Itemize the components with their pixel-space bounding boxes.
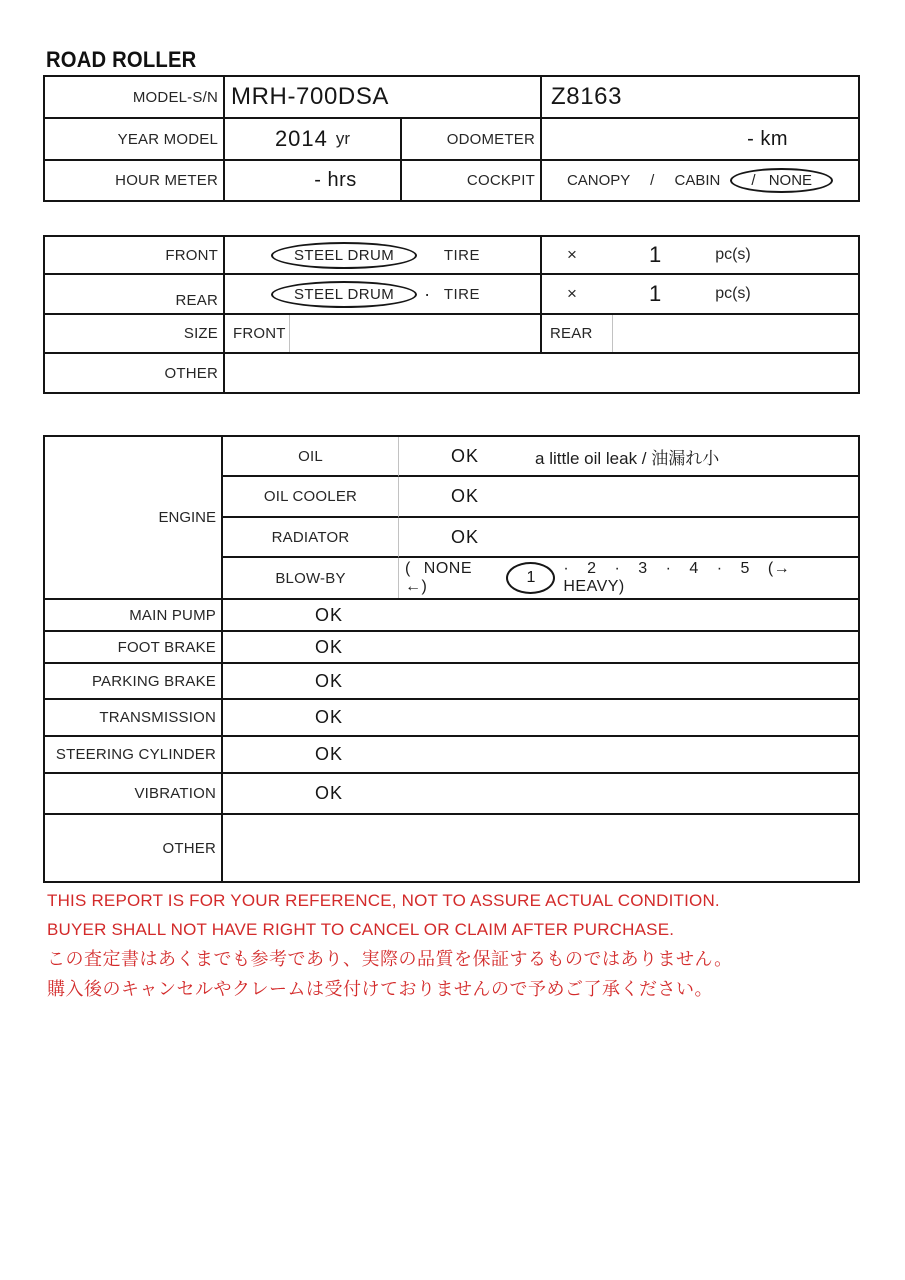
size-front-value	[289, 315, 540, 352]
hour-meter-value: - hrs	[223, 161, 400, 200]
qty-unit: pc(s)	[715, 285, 751, 302]
steering-cylinder-value: OK	[315, 744, 344, 764]
year-model-label: YEAR MODEL	[117, 130, 218, 148]
engine-oil-cooler-value-cell	[398, 477, 858, 518]
table-row	[45, 313, 858, 352]
cockpit-options: CANOPY / CABIN	[566, 172, 721, 189]
engine-oil-cooler-value: OK	[451, 486, 480, 506]
qty-unit: pc(s)	[715, 246, 751, 263]
table-row	[45, 352, 858, 392]
table-row	[45, 237, 858, 273]
main-pump-value: OK	[315, 604, 344, 625]
drum-other-value	[223, 354, 858, 392]
condition-other-value	[223, 815, 858, 881]
rear-label: REAR	[175, 292, 218, 309]
front-qty-value: 1	[648, 242, 662, 267]
engine-radiator-value-cell	[398, 518, 858, 558]
condition-other-label: OTHER	[45, 815, 223, 881]
engine-radiator-value: OK	[451, 526, 480, 547]
drum-table	[43, 235, 860, 394]
engine-oil-value: OK	[451, 445, 480, 466]
parking-brake-label: PARKING BRAKE	[45, 664, 223, 698]
model-sn-label: MODEL-S/N	[132, 88, 218, 106]
table-row	[45, 273, 858, 313]
engine-radiator-label: RADIATOR	[223, 518, 398, 558]
table-row	[45, 117, 858, 159]
table-row	[45, 772, 858, 813]
rear-stray-mark: ·	[424, 283, 431, 304]
year-model-value	[223, 119, 400, 159]
blowby-value-cell	[398, 558, 858, 598]
table-row	[45, 598, 858, 630]
engine-oil-note: a little oil leak / 油漏れ小	[535, 448, 720, 468]
rear-qty-cell	[540, 275, 858, 313]
hour-meter-label: HOUR METER	[115, 172, 218, 189]
foot-brake-label: FOOT BRAKE	[45, 632, 223, 662]
rear-qty-value: 1	[648, 281, 662, 306]
blowby-scale-suffix: · 2 · 3 · 4 · 5 (→ HEAVY)	[563, 560, 791, 595]
front-qty-cell	[540, 237, 858, 273]
foot-brake-value: OK	[315, 636, 344, 657]
disclaimer-block	[47, 886, 733, 1004]
engine-section	[45, 437, 858, 598]
table-row	[45, 77, 858, 117]
identity-table	[43, 75, 860, 202]
front-type-cell	[223, 237, 540, 273]
table-row	[45, 813, 858, 881]
vibration-value: OK	[315, 783, 344, 803]
parking-brake-value: OK	[315, 670, 344, 691]
front-tire-label: TIRE	[443, 246, 480, 264]
size-rear-value	[612, 315, 858, 352]
cockpit-value	[540, 161, 858, 200]
rear-tire-label: TIRE	[443, 285, 480, 303]
blowby-scale-prefix: ( NONE ←)	[405, 560, 472, 595]
year-unit: yr	[335, 129, 351, 148]
transmission-label: TRANSMISSION	[45, 700, 223, 735]
model-value: MRH-700DSA	[223, 77, 540, 117]
size-front-label: FRONT	[223, 315, 289, 352]
rear-type-cell	[223, 275, 540, 313]
table-row	[45, 698, 858, 735]
vibration-label: VIBRATION	[45, 774, 223, 813]
table-row	[45, 662, 858, 698]
disclaimer-line-en-2: BUYER SHALL NOT HAVE RIGHT TO CANCEL OR CLAIM AFTER PURCHASE.	[47, 920, 675, 939]
transmission-value: OK	[315, 707, 344, 727]
cockpit-selected-circle: / NONE	[730, 168, 833, 193]
table-row	[45, 630, 858, 662]
table-row	[45, 159, 858, 200]
engine-oil-label: OIL	[223, 437, 398, 477]
front-label: FRONT	[165, 246, 218, 264]
main-pump-label: MAIN PUMP	[45, 600, 223, 630]
size-rear-label: REAR	[540, 315, 612, 352]
disclaimer-line-jp-1: この査定書はあくまでも参考であり、実際の品質を保証するものではありません。	[47, 949, 733, 969]
times-sign: ×	[567, 245, 577, 264]
engine-label: ENGINE	[45, 437, 223, 598]
condition-table	[43, 435, 860, 883]
front-type-circle: STEEL DRUM	[271, 242, 417, 269]
disclaimer-line-jp-2: 購入後のキャンセルやクレームは受付けておりませんので予めご了承ください。	[47, 979, 713, 999]
size-label: SIZE	[183, 325, 218, 342]
odometer-value: - km	[540, 119, 858, 159]
steering-cylinder-label: STEERING CYLINDER	[45, 737, 223, 772]
year-value: 2014	[274, 126, 328, 151]
engine-oil-value-cell	[398, 437, 858, 477]
drum-other-label: OTHER	[164, 364, 218, 382]
rear-type-circle: STEEL DRUM	[271, 281, 417, 308]
odometer-label: ODOMETER	[400, 119, 540, 159]
page-title: ROAD ROLLER	[46, 47, 197, 72]
blowby-selected-circle: 1	[506, 562, 555, 594]
times-sign: ×	[567, 284, 577, 303]
engine-oil-cooler-label: OIL COOLER	[223, 477, 398, 518]
cockpit-label: COCKPIT	[400, 161, 540, 200]
serial-value: Z8163	[540, 77, 858, 117]
table-row	[45, 735, 858, 772]
blowby-label: BLOW-BY	[275, 569, 346, 587]
disclaimer-line-en-1: THIS REPORT IS FOR YOUR REFERENCE, NOT TO ASSURE ACTUAL CONDITION.	[47, 891, 720, 910]
